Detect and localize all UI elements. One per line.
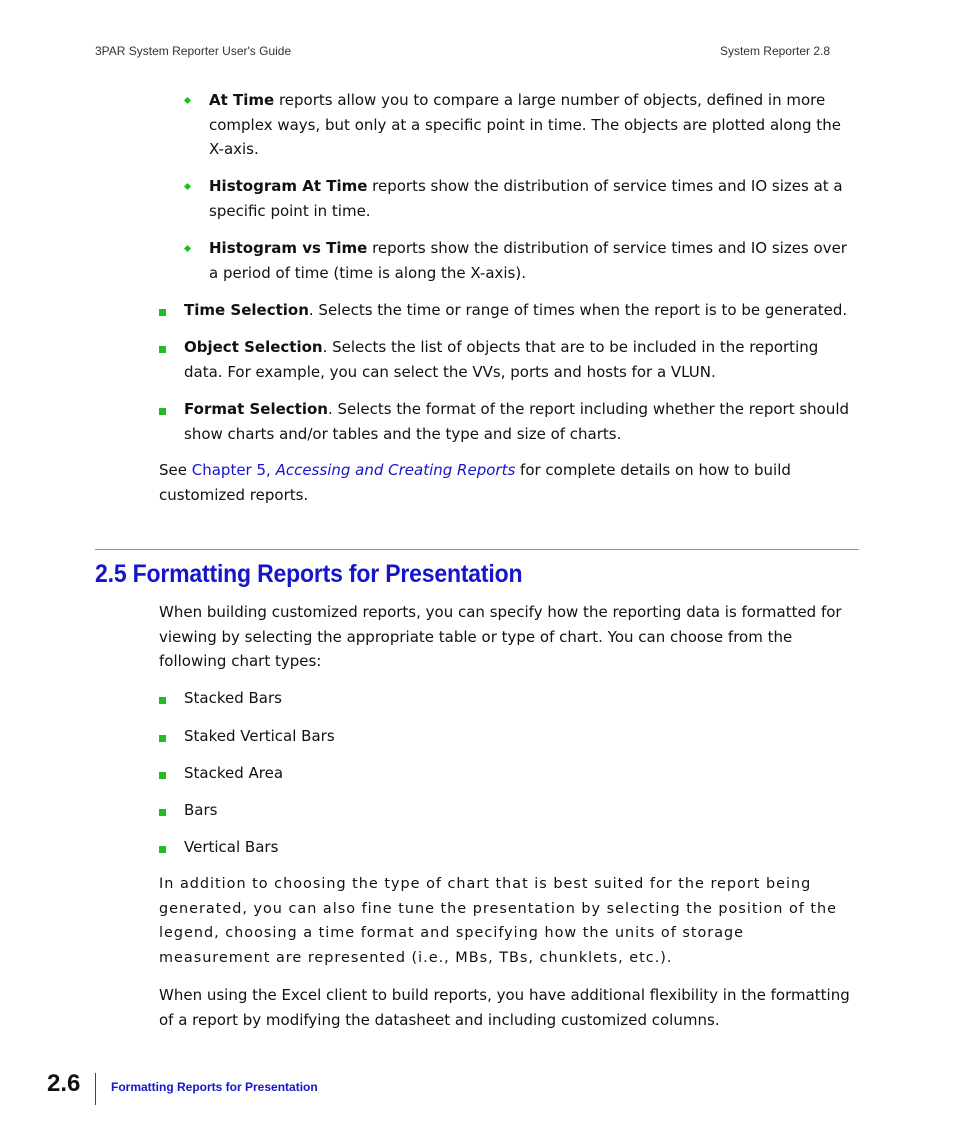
running-header-left: 3PAR System Reporter User's Guide bbox=[95, 44, 292, 58]
bullet-text: reports allow you to compare a large number of objects, defined in more complex ways, but only at a specific point in time. The objects are plotted along the X-axis. bbox=[209, 91, 841, 159]
chapter-link-title: Accessing and Creating Reports bbox=[275, 461, 516, 479]
section-heading: 2.5 Formatting Reports for Presentation bbox=[95, 560, 523, 588]
square-bullet-icon bbox=[159, 309, 166, 316]
excel-client-paragraph: When using the Excel client to build reports, you have additional flexibility in the formatting of a report by modifying the datasheet and including customized columns. bbox=[159, 986, 850, 1029]
bullet-time-selection bbox=[184, 298, 864, 323]
diamond-bullet-icon bbox=[184, 245, 191, 252]
bullet-term: Object Selection bbox=[184, 338, 323, 356]
bullet-term: Histogram vs Time bbox=[209, 239, 368, 257]
page-number: 2.6 bbox=[47, 1070, 81, 1097]
footer-divider bbox=[95, 1073, 96, 1105]
see-paragraph bbox=[159, 458, 839, 507]
square-bullet-icon bbox=[159, 809, 166, 816]
sub-bullet-histogram-at-time bbox=[209, 174, 859, 223]
bullet-text: reports show the distribution of service times and IO sizes at a specific point in time. bbox=[209, 177, 843, 220]
bullet-text: reports show the distribution of service times and IO sizes over a period of time (time is along the X-axis). bbox=[209, 239, 847, 282]
presentation-paragraph: In addition to choosing the type of chart that is best suited for the report being generated, you can also fine tune the presentation by selecting the position of the legend, choosing a time format and specifying how the units of storage measurement are represented (i.e., MBs, TBs, chunklets, etc.). bbox=[159, 876, 838, 966]
bullet-text: . Selects the list of objects that are to be included in the reporting data. For example, you can select the VVs, ports and hosts for a VLUN. bbox=[184, 338, 819, 381]
diamond-bullet-icon bbox=[184, 97, 191, 104]
footer-section-title: Formatting Reports for Presentation bbox=[111, 1080, 318, 1094]
square-bullet-icon bbox=[159, 846, 166, 853]
bullet-term: Histogram At Time bbox=[209, 177, 368, 195]
see-prefix: See bbox=[159, 461, 192, 479]
square-bullet-icon bbox=[159, 408, 166, 415]
section-intro: When building customized reports, you can specify how the reporting data is formatted for viewing by selecting the appropriate table or type of chart. You can choose from the following chart types: bbox=[159, 603, 842, 671]
chart-type-item: Stacked Area bbox=[184, 764, 284, 782]
bullet-term: Format Selection bbox=[184, 400, 328, 418]
chapter-link-number: Chapter 5, bbox=[191, 461, 276, 479]
bullet-text: . Selects the time or range of times when the report is to be generated. bbox=[308, 301, 848, 319]
chart-type-item: Vertical Bars bbox=[184, 838, 279, 856]
square-bullet-icon bbox=[159, 697, 166, 704]
bullet-text: . Selects the format of the report including whether the report should show charts and/or tables and the type and size of charts. bbox=[184, 400, 850, 443]
bullet-object-selection bbox=[184, 335, 856, 384]
square-bullet-icon bbox=[159, 735, 166, 742]
square-bullet-icon bbox=[159, 772, 166, 779]
sub-bullet-histogram-vs-time bbox=[209, 236, 859, 285]
chart-type-item: Bars bbox=[184, 801, 218, 819]
bullet-term: Time Selection bbox=[184, 301, 309, 319]
bullet-term: At Time bbox=[209, 91, 275, 109]
diamond-bullet-icon bbox=[184, 183, 191, 190]
square-bullet-icon bbox=[159, 346, 166, 353]
chapter-link[interactable] bbox=[192, 461, 516, 479]
see-suffix: for complete details on how to build customized reports. bbox=[159, 461, 791, 504]
sub-bullet-at-time bbox=[209, 88, 859, 162]
chart-type-item: Stacked Bars bbox=[184, 689, 282, 707]
section-divider bbox=[95, 549, 859, 550]
running-header-right: System Reporter 2.8 bbox=[719, 44, 830, 58]
bullet-format-selection bbox=[184, 397, 856, 446]
chart-type-item: Staked Vertical Bars bbox=[184, 727, 335, 745]
